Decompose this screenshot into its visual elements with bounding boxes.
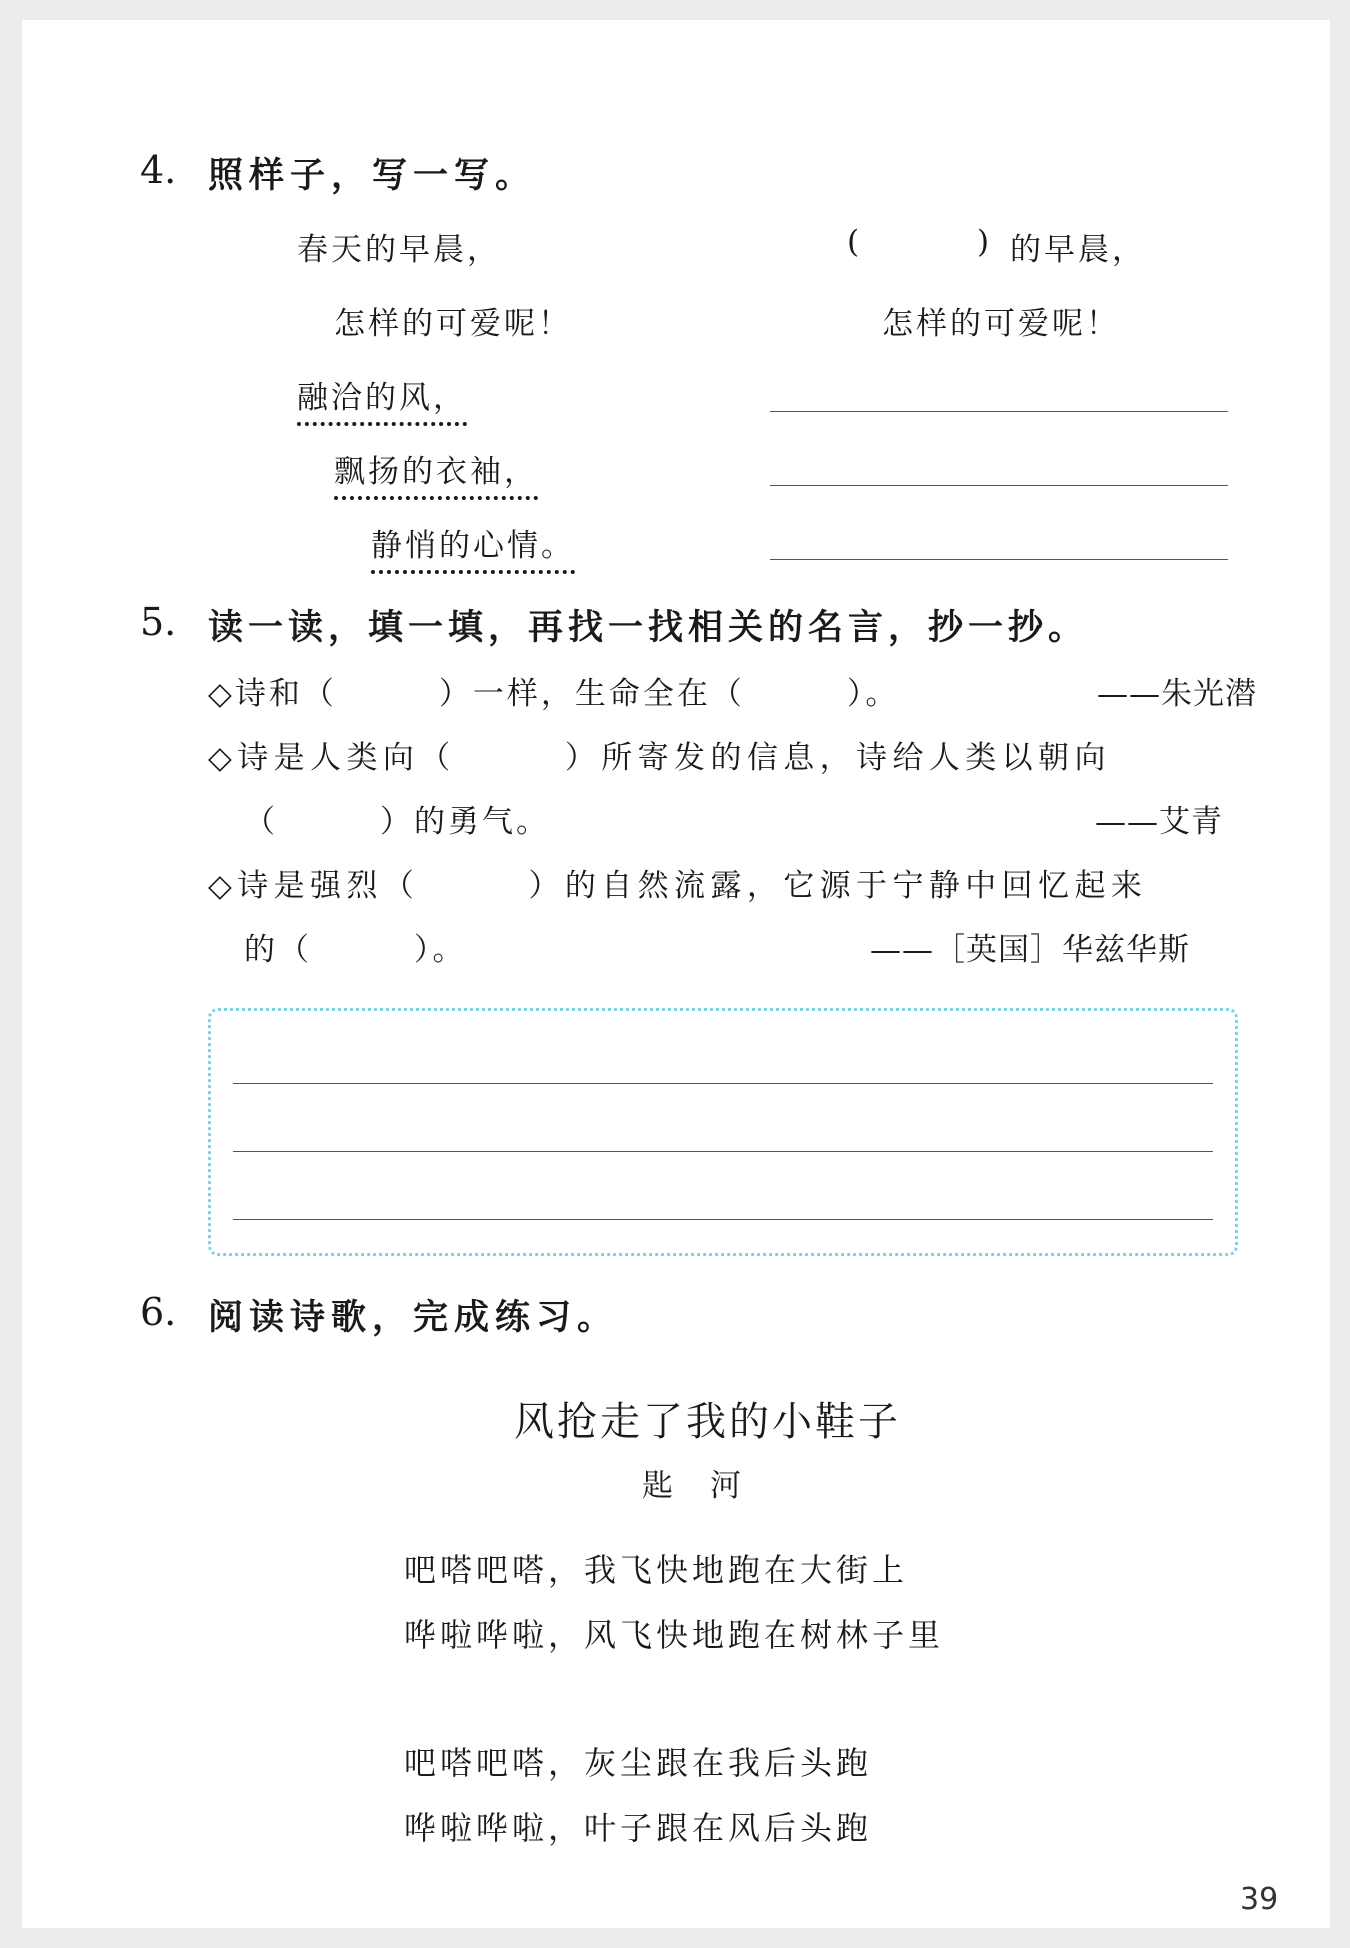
q5-title: 读一读，填一填，再找一找相关的名言，抄一抄。 [208,607,1089,648]
q5-quote2-cont: （ ）的勇气。 [244,804,550,840]
q4-right-blank-close: ) [977,224,993,260]
poem-stanza2-line2: 哗啦哗啦，叶子跟在风后头跑 [404,1809,873,1847]
q4-left-line4: 飘扬的衣袖， [334,454,538,490]
q5-quote3-text: ◇诗是强烈（ ）的自然流露，它源于宁静中回忆起来 [208,868,1148,904]
q6-title: 阅读诗歌，完成练习。 [208,1297,619,1338]
q4-left-line2: 怎样的可爱呢！ [334,306,572,342]
poem-title: 风抢走了我的小鞋子 [514,1399,901,1445]
q4-number: 4. [140,148,177,192]
q5-copy-line-1[interactable] [233,1083,1213,1084]
q5-copy-line-3[interactable] [233,1219,1213,1220]
workbook-page [22,20,1330,1928]
q4-title: 照样子，写一写。 [208,155,537,196]
q4-answer-line-2[interactable] [770,485,1228,486]
q5-quote2-text: ◇诗是人类向（ ）所寄发的信息，诗给人类以朝向 [208,740,1111,776]
page-number: 39 [1240,1882,1279,1917]
q5-copy-line-2[interactable] [233,1151,1213,1152]
q5-quote2-author: ——艾青 [1095,804,1223,840]
q5-quote3-cont: 的（ ）。 [244,932,467,968]
q4-right-line2: 怎样的可爱呢！ [882,306,1120,342]
q5-quote1-text: ◇诗和（ ）一样，生命全在（ ）。 [208,676,900,712]
q4-answer-line-3[interactable] [770,559,1228,560]
q4-right-line1-suffix: 的早晨， [1010,232,1146,268]
q5-copy-box[interactable] [208,1008,1238,1256]
q4-left-line1: 春天的早晨， [297,232,501,268]
poem-author: 匙 河 [642,1468,744,1504]
poem-stanza1-line2: 哗啦哗啦，风飞快地跑在树林子里 [404,1616,945,1654]
q4-answer-line-1[interactable] [770,411,1228,412]
q5-number: 5. [140,600,177,644]
q6-number: 6. [140,1290,177,1334]
poem-stanza1-line1: 吧嗒吧嗒，我飞快地跑在大街上 [404,1551,909,1589]
q4-left-line5: 静悄的心情。 [371,528,575,564]
q5-quote3-author: ——［英国］华兹华斯 [870,932,1190,968]
q5-quote1-author: ——朱光潜 [1097,676,1257,712]
poem-stanza2-line1: 吧嗒吧嗒，灰尘跟在我后头跑 [404,1744,873,1782]
q4-right-blank-open: ( [847,224,863,260]
q4-left-line3: 融洽的风， [297,380,467,416]
